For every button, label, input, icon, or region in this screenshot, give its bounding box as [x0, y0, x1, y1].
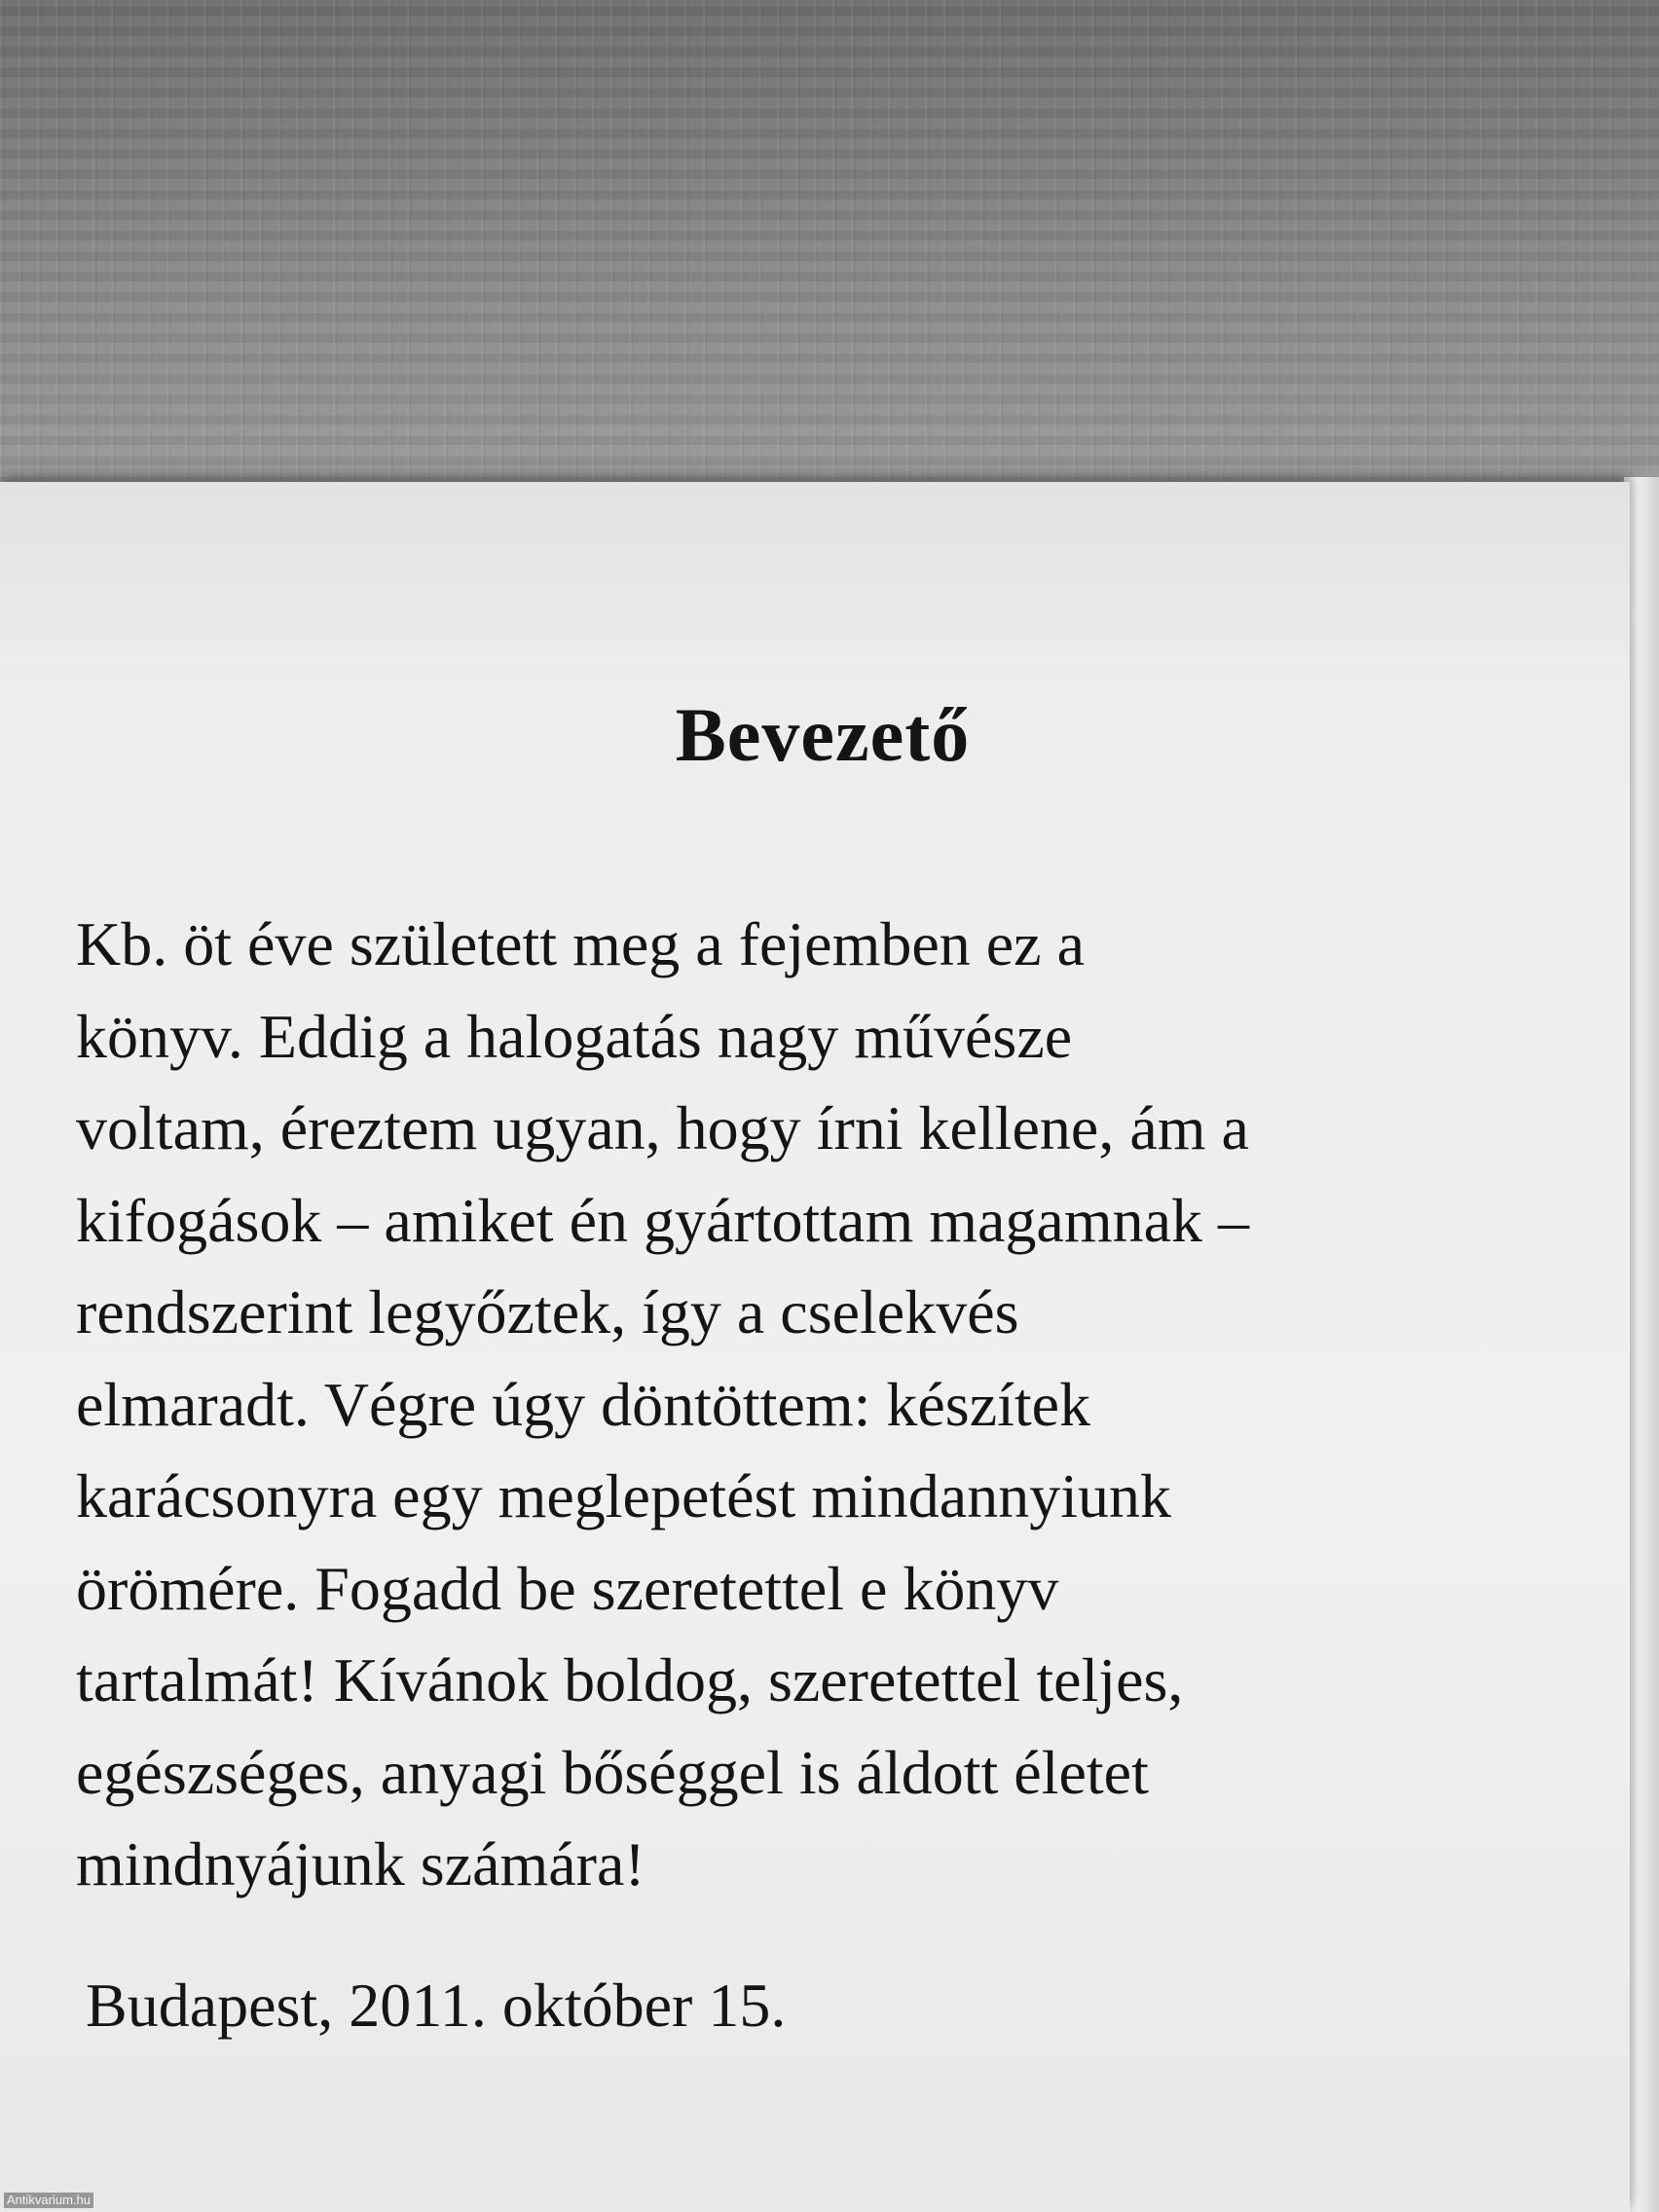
paragraph-line: voltam, éreztem ugyan, hogy írni kellene, ám a [76, 1093, 1249, 1162]
paragraph-line: Kb. öt éve született meg a fejemben ez a [76, 909, 1085, 978]
paragraph-line: egészséges, anyagi bőséggel is áldott életet [76, 1737, 1149, 1807]
book-page [0, 482, 1630, 2212]
paragraph-line: tartalmát! Kívánok boldog, szeretettel teljes, [76, 1645, 1184, 1714]
paragraph-line: kifogások – amiket én gyártottam magamnak – [76, 1185, 1249, 1255]
intro-paragraph [76, 899, 1595, 1911]
chapter-heading: Bevezető [675, 692, 971, 777]
paragraph-line: rendszerint legyőztek, így a cselekvés [76, 1277, 1019, 1346]
paragraph-line: könyv. Eddig a halogatás nagy művésze [76, 1001, 1073, 1071]
paragraph-line: mindnyájunk számára! [76, 1829, 645, 1899]
paragraph-line: elmaradt. Végre úgy döntöttem: készítek [76, 1369, 1091, 1439]
place-date-line: Budapest, 2011. október 15. [86, 1971, 787, 2040]
watermark-text: Antikvarium.hu [4, 2193, 93, 2208]
paragraph-line: karácsonyra egy meglepetést mindannyiunk [76, 1461, 1171, 1530]
table-surface [0, 0, 1659, 506]
paragraph-line: örömére. Fogadd be szeretettel e könyv [76, 1553, 1059, 1623]
